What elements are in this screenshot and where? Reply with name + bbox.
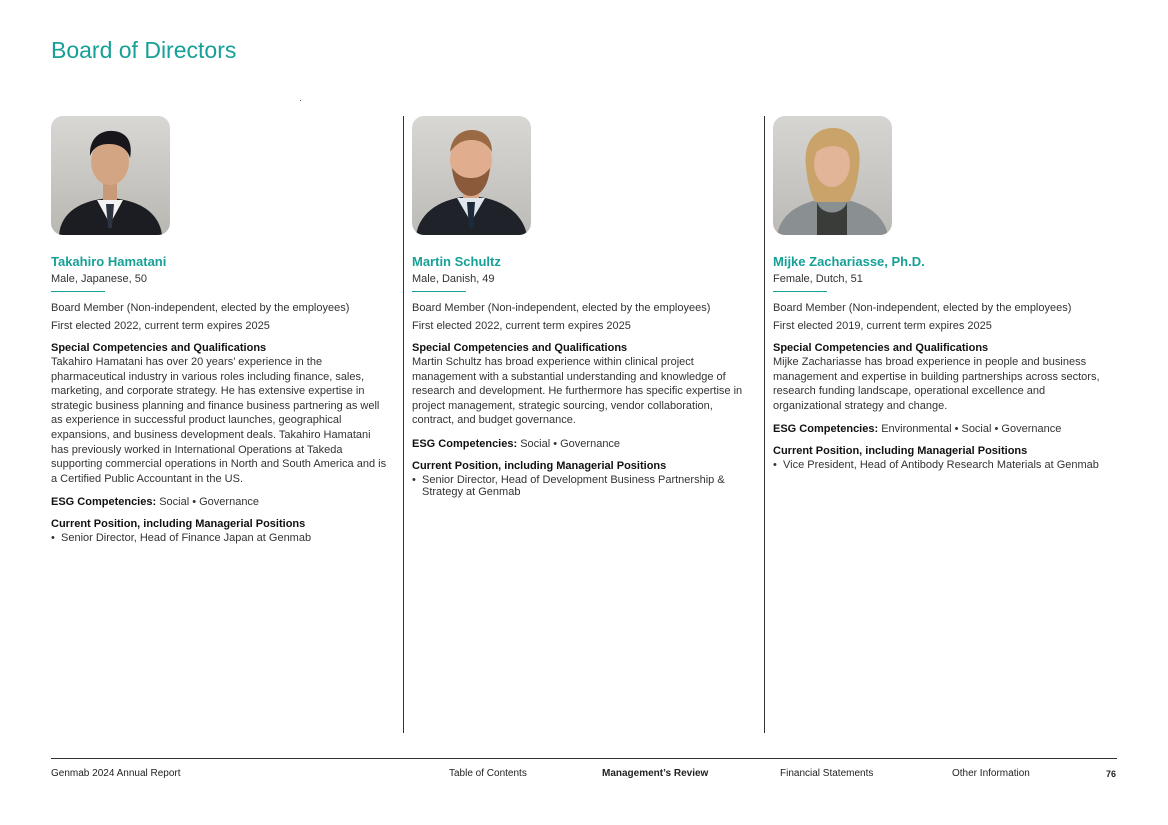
- portrait-man-icon: [51, 116, 170, 235]
- page-title: Board of Directors: [51, 37, 237, 63]
- director-demographics: Female, Dutch, 51: [773, 273, 863, 285]
- director-card-schultz: [412, 116, 748, 499]
- esg-competencies: [412, 437, 748, 451]
- positions-list: [51, 532, 387, 545]
- director-elected: First elected 2022, current term expires 2025: [51, 320, 270, 332]
- accent-rule: [412, 291, 466, 292]
- director-card-hamatani: [51, 116, 387, 545]
- director-card-zachariasse: [773, 116, 1109, 472]
- column-divider: [403, 116, 404, 733]
- director-demographics: Male, Japanese, 50: [51, 273, 148, 285]
- competencies-heading: Special Competencies and Qualifications: [773, 342, 989, 354]
- footer-link-other-information[interactable]: Other Information: [952, 768, 1030, 779]
- position-item: • Senior Director, Head of Finance Japan at Genmab: [51, 532, 387, 545]
- page-number: 76: [1106, 769, 1117, 779]
- accent-rule: [51, 291, 105, 292]
- competencies-text: Martin Schultz has broad experience within clinical project management with a substantial understanding and knowledge of research and development. He furthermore has specific expertise in project management, strategic sourcing, vendor collaboration, contract, and budget governance.: [412, 356, 743, 427]
- director-photo: [412, 116, 531, 235]
- esg-value: Social • Governance: [159, 496, 260, 509]
- positions-list: [773, 459, 1109, 472]
- esg-competencies: [51, 495, 387, 509]
- director-role: Board Member (Non-independent, elected by the employees): [773, 302, 1072, 314]
- footer-report-name: Genmab 2024 Annual Report: [51, 768, 181, 779]
- competencies-heading: Special Competencies and Qualifications: [51, 342, 267, 354]
- esg-label: ESG Competencies:: [412, 437, 518, 450]
- director-demographics: Male, Danish, 49: [412, 273, 495, 285]
- director-photo: [51, 116, 170, 235]
- portrait-woman-icon: [773, 116, 892, 235]
- accent-rule: [773, 291, 827, 292]
- column-divider: [764, 116, 765, 733]
- positions-heading: Current Position, including Managerial Positions: [51, 518, 306, 531]
- director-name: Takahiro Hamatani: [51, 254, 167, 269]
- director-photo: [773, 116, 892, 235]
- director-name: Martin Schultz: [412, 254, 501, 269]
- position-item: • Vice President, Head of Antibody Research Materials at Genmab: [773, 459, 1109, 472]
- position-item: • Senior Director, Head of Development Business Partnership & Strategy at Genmab: [412, 474, 748, 499]
- esg-competencies: [773, 422, 1109, 436]
- esg-value: Environmental • Social • Governance: [881, 423, 1062, 436]
- portrait-man-icon: [412, 116, 531, 235]
- positions-heading: Current Position, including Managerial Positions: [773, 445, 1028, 458]
- footer-divider: [51, 758, 1117, 759]
- competencies-heading: Special Competencies and Qualifications: [412, 342, 628, 354]
- footer-link-managements-review[interactable]: Management’s Review: [602, 768, 709, 779]
- esg-label: ESG Competencies:: [773, 423, 879, 436]
- esg-label: ESG Competencies:: [51, 496, 157, 509]
- director-role: Board Member (Non-independent, elected by the employees): [412, 302, 711, 314]
- director-elected: First elected 2019, current term expires 2025: [773, 320, 992, 332]
- esg-value: Social • Governance: [520, 437, 621, 450]
- director-elected: First elected 2022, current term expires 2025: [412, 320, 631, 332]
- director-role: Board Member (Non-independent, elected by the employees): [51, 302, 350, 314]
- footer-link-table-of-contents[interactable]: Table of Contents: [449, 768, 527, 779]
- director-name: Mijke Zachariasse, Ph.D.: [773, 254, 925, 269]
- competencies-text: Mijke Zachariasse has broad experience in people and business management and expertise in building partnerships across sectors, research funding landscape, operational excellence and organizational strategy and change.: [773, 356, 1100, 412]
- competencies-text: Takahiro Hamatani has over 20 years’ experience in the pharmaceutical industry in various roles including finance, sales, marketing, and corporate strategy. He has extensive expertise in strategic business planning and finance business partnering as well as experience in successful product launches, geographical expansions, and business development deals. Takahiro Hamatani has previously worked in International Operations at Takeda supporting commercial operations in North and South America and is a Certified Public Accountant in the US.: [51, 356, 387, 485]
- positions-list: [412, 474, 748, 499]
- stray-dot: [300, 100, 301, 101]
- footer-link-financial-statements[interactable]: Financial Statements: [780, 768, 874, 779]
- positions-heading: Current Position, including Managerial Positions: [412, 459, 667, 472]
